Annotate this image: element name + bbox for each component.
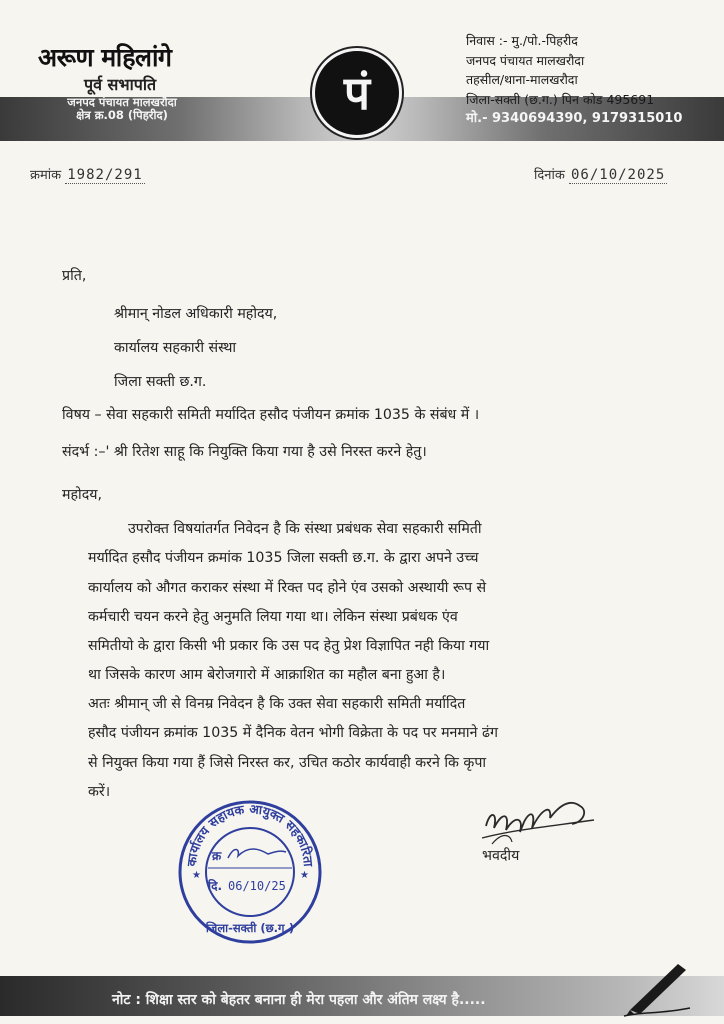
footer-note: नोट : शिक्षा स्तर को बेहतर बनाना ही मेरा पहला और अंतिम लक्ष्य है.....: [112, 992, 486, 1008]
address-line: तहसील/थाना-मालखरौदा: [466, 72, 578, 87]
signature-icon: [472, 782, 602, 852]
address-line: जिला-सक्ती (छ.ग.) पिन कोड 495691: [466, 91, 655, 107]
paragraph-line: उपरोक्त विषयांतर्गत निवेदन है कि संस्था प्रबंधक सेवा सहकारी समिती: [128, 521, 482, 537]
letterhead-name: अरूण महिलांगे: [38, 43, 172, 72]
stamp-bottom-text: जिला-सक्ती (छ.ग.): [205, 921, 295, 935]
letter-paragraph-1: [88, 515, 658, 691]
address-line: जनपद पंचायत मालखरौदा: [466, 52, 585, 68]
date-value: 06/10/2025: [570, 167, 666, 183]
paragraph-line: हसौद पंजीयन क्रमांक 1035 में दैनिक वेतन भोगी विक्रेता के पद पर मनमाने ढंग: [88, 725, 498, 742]
address-line: निवास :- मु./पो.-पिहरीद: [466, 33, 578, 48]
address-phones: मो.- 9340694390, 9179315010: [466, 111, 683, 126]
reference-label: क्रमांक: [30, 168, 62, 183]
letterhead-org-line2: क्षेत्र क्र.08 (पिहरीद): [76, 108, 168, 123]
letterhead-org-line1: जनपद पंचायत मालखरौदा: [67, 95, 177, 109]
paragraph-line: था जिसके कारण आम बेरोजगारो में आक्राशित का महौल बना हुआ है।: [88, 667, 446, 684]
svg-text:★: ★: [300, 870, 309, 881]
paragraph-line: समितीयो के द्वारा किसी भी प्रकार कि उस पद हेतु प्रेश विज्ञापित नही किया गया: [88, 638, 490, 655]
stamp-date-label: दि.: [208, 879, 223, 893]
reference-number: [30, 165, 145, 183]
reference-date: [534, 165, 667, 183]
paragraph-line: से नियुक्त किया गया हैं जिसे निरस्त कर, उचित कठोर कार्यवाही करने कि कृपा: [88, 754, 487, 771]
recipient-line: कार्यालय सहकारी संस्था: [114, 340, 237, 356]
letter-closing: भवदीय: [482, 848, 520, 864]
reference-value: 1982/291: [67, 167, 143, 183]
logo-icon: [312, 48, 402, 138]
letter-salutation: महोदय,: [62, 487, 102, 503]
paragraph-line: करें।: [88, 783, 111, 800]
letter-subject: विषय – सेवा सहकारी समिती मर्यादित हसौद पंजीयन क्रमांक 1035 के संबंध में ।: [62, 407, 480, 423]
svg-text:★: ★: [192, 870, 201, 881]
recipient-line: जिला सक्ती छ.ग.: [114, 374, 207, 390]
paragraph-line: कार्यालय को औगत कराकर संस्था में रिक्त पद होने एंव उसको अस्थायी रूप से: [88, 579, 487, 596]
paragraph-line: मर्यादित हसौद पंजीयन क्रमांक 1035 जिला सक्ती छ.ग. के द्वारा अपने उच्च: [88, 550, 479, 567]
paragraph-line: कर्मचारी चयन करने हेतु अनुमति लिया गया था। लेकिन संस्था प्रबंधक एंव: [88, 608, 458, 625]
recipient-line: श्रीमान् नोडल अधिकारी महोदय,: [114, 306, 278, 322]
logo-glyph: पं: [343, 66, 371, 120]
stamp-kra-label: क्र: [212, 849, 222, 863]
stamp-ring-text: कार्यालय सहायक आयुक्त सहकारिता: [183, 801, 317, 868]
date-label: दिनांक: [534, 168, 565, 183]
letter-to: प्रति,: [62, 268, 87, 284]
paragraph-line: अतः श्रीमान् जी से विनम्र निवेदन है कि उक्त सेवा सहकारी समिती मर्यादित: [88, 696, 466, 712]
stamp-date-value: 06/10/25: [228, 879, 286, 893]
letterhead-org: [22, 96, 222, 122]
office-stamp: [176, 798, 324, 946]
pen-icon: [620, 958, 700, 1018]
letterhead-address: [466, 31, 682, 129]
letterhead-post: पूर्व सभापति: [84, 75, 157, 94]
letter-reference: संदर्भ :–' श्री रितेश साहू कि नियुक्ति किया गया है उसे निरस्त करने हेतु।: [62, 444, 427, 460]
